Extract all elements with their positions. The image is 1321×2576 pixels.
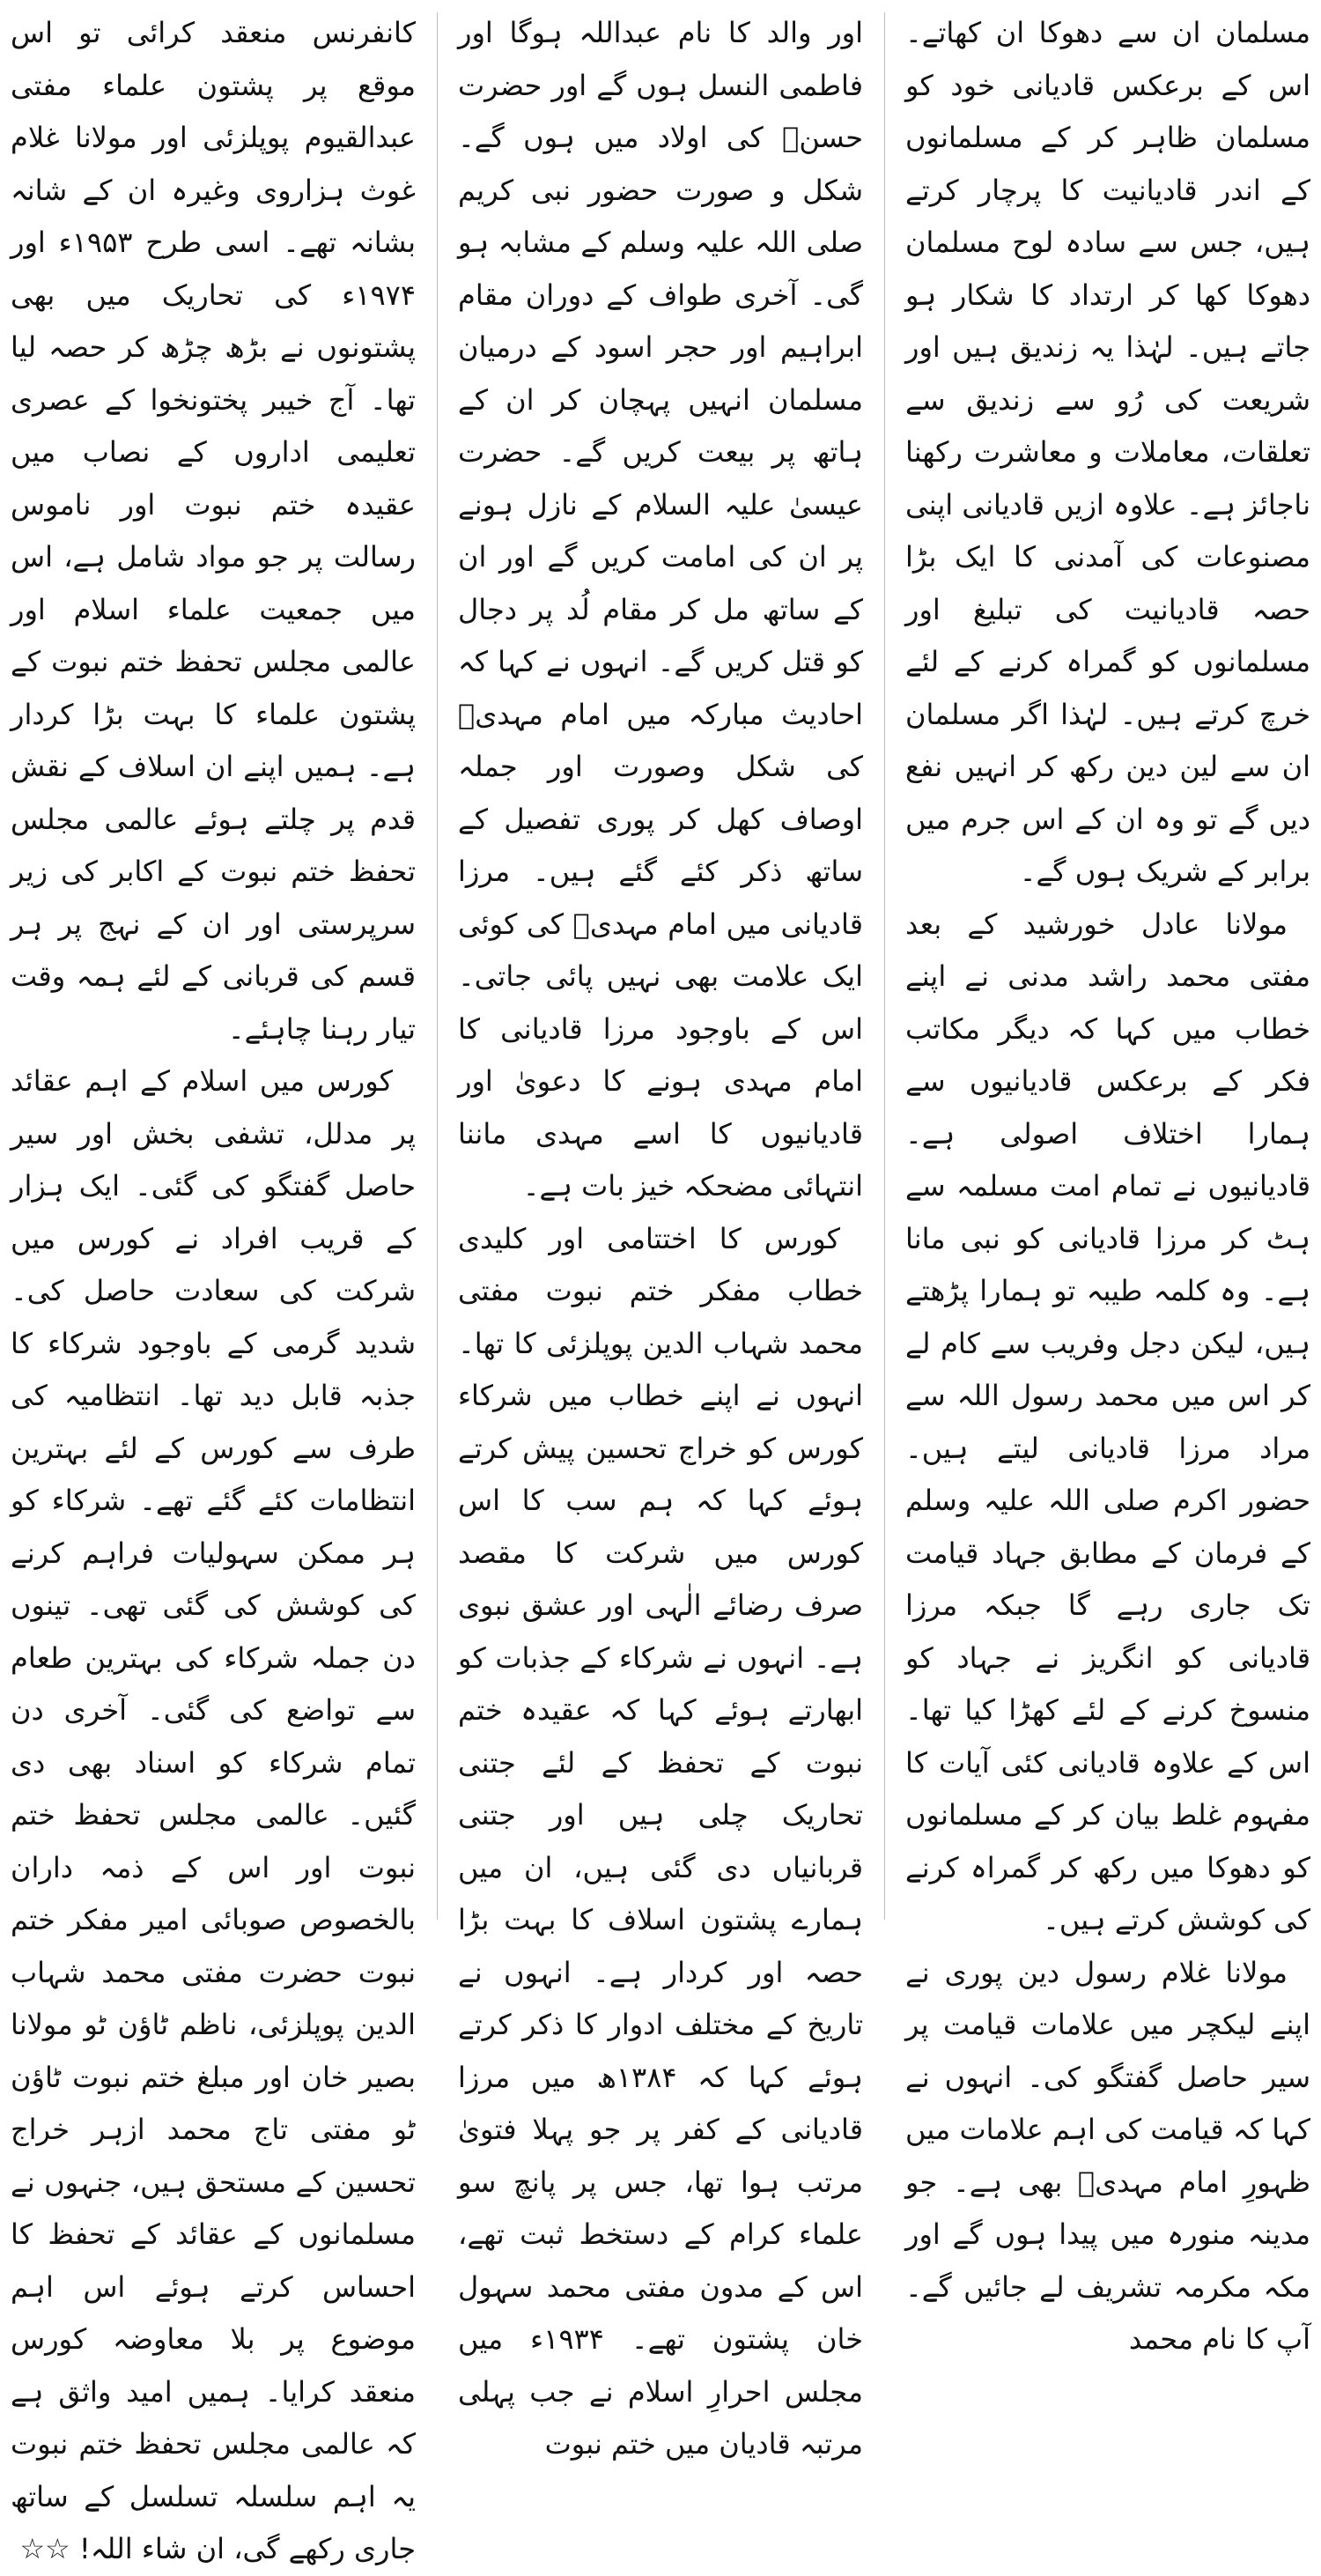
column-divider — [437, 12, 438, 1920]
paragraph: مولانا عادل خورشید کے بعد مفتی محمد راشد مدنی نے اپنے خطاب میں کہا کہ دیگر مکاتب فکر کے برعکس قادیانیوں سے ہمارا اختلاف اصولی ہے۔ قادیانیوں نے تمام امت مسلمہ سے ہٹ کر مرزا قادیانی کو نبی مانا ہے۔ وہ کلمہ طیبہ تو ہمارا پڑھتے ہیں، لیکن دجل وفریب سے کام لے کر اس میں محمد رسول اللہ سے مراد مرزا قادیانی لیتے ہیں۔ حضور اکرم صلی اللہ علیہ وسلم کے فرمان کے مطابق جہاد قیامت تک جاری رہے گا جبکہ مرزا قادیانی کو انگریز نے جہاد کو منسوخ کرنے کے لئے کھڑا کیا تھا۔ اس کے علاوہ قادیانی کئی آیات کا مفہوم غلط بیان کر کے مسلمانوں کو دھوکا میں رکھ کر گمراہ کرنے کی کوشش کرتے ہیں۔ — [905, 907, 1310, 1936]
column-middle — [458, 7, 864, 2461]
column-left — [11, 7, 417, 2565]
paragraph-text: کورس میں اسلام کے اہم عقائد پر مدلل، تشفی بخش اور سیر حاصل گفتگو کی گئی۔ ایک ہزار کے قریب افراد نے کورس میں شرکت کی سعادت حاصل کی۔ شدید گرمی کے باوجود شرکاء کا جذبہ قابل دید تھا۔ انتظامیہ کی طرف سے کورس کے لئے بہترین انتظامات کئے گئے تھے۔ شرکاء کو ہر ممکن سہولیات فراہم کرنے کی کوشش کی گئی تھی۔ تینوں دن جملہ شرکاء کی بہترین طعام سے تواضع کی گئی۔ آخری دن تمام شرکاء کو اسناد بھی دی گئیں۔ عالمی مجلس تحفظ ختم نبوت اور اس کے ذمہ داران بالخصوص صوبائی امیر مفکر ختم نبوت حضرت مفتی محمد شہاب الدین پوپلزئی، ناظم ٹاؤن ٹو مولانا بصیر خان اور مبلغ ختم نبوت ٹاؤن ٹو مفتی تاج محمد ازہر خراج تحسین کے مستحق ہیں، جنہوں نے مسلمانوں کے عقائد کے تحفظ کا احساس کرتے ہوئے اس اہم موضوع پر بلا معاوضہ کورس منعقد کرایا۔ ہمیں امید واثق ہے کہ عالمی مجلس تحفظ ختم نبوت یہ اہم سلسلہ تسلسل کے ساتھ جاری رکھے گی، ان شاء اللہ! — [11, 1064, 416, 2565]
end-mark: ☆☆ — [19, 2532, 70, 2565]
paragraph: کورس کا اختتامی اور کلیدی خطاب مفکر ختم نبوت مفتی محمد شہاب الدین پوپلزئی کا تھا۔ انہوں نے اپنے خطاب میں شرکاء کورس کو خراج تحسین پیش کرتے ہوئے کہا کہ ہم سب کا اس کورس میں شرکت کا مقصد صرف رضائے الٰہی اور عشق نبوی ہے۔ انہوں نے شرکاء کے جذبات کو ابھارتے ہوئے کہا کہ عقیدہ ختم نبوت کے تحفظ کے لئے جتنی تحاریک چلی ہیں اور جتنی قربانیاں دی گئی ہیں، ان میں ہمارے پشتون اسلاف کا بہت بڑا حصہ اور کردار ہے۔ انہوں نے تاریخ کے مختلف ادوار کا ذکر کرتے ہوئے کہا کہ ۱۳۸۴ھ میں مرزا قادیانی کے کفر پر جو پہلا فتویٰ مرتب ہوا تھا، جس پر پانچ سو علماء کرام کے دستخط ثبت تھے، اس کے مدون مفتی محمد سہول خان پشتون تھے۔ ۱۹۳۴ء میں مجلس احرارِ اسلام نے جب پہلی مرتبہ قادیان میں ختم نبوت — [458, 1221, 864, 2461]
column-divider — [884, 12, 885, 1920]
paragraph: مولانا غلام رسول دین پوری نے اپنے لیکچر میں علامات قیامت پر سیر حاصل گفتگو کی۔ انہوں نے کہا کہ قیامت کی اہم علامات میں ظہورِ امام مہدیؓ بھی ہے۔ جو مدینہ منورہ میں پیدا ہوں گے اور مکہ مکرمہ تشریف لے جائیں گے۔ آپ کا نام محمد — [905, 1955, 1310, 2356]
paragraph: اور والد کا نام عبداللہ ہوگا اور فاطمی النسل ہوں گے اور حضرت حسنؓ کی اولاد میں ہوں گے۔ شکل و صورت حضور نبی کریم صلی اللہ علیہ وسلم کے مشابہ ہو گی۔ آخری طواف کے دوران مقام ابراہیم اور حجر اسود کے درمیان مسلمان انہیں پہچان کر ان کے ہاتھ پر بیعت کریں گے۔ حضرت عیسیٰ علیہ السلام کے نازل ہونے پر ان کی امامت کریں گے اور ان کے ساتھ مل کر مقام لُد پر دجال کو قتل کریں گے۔ انہوں نے کہا کہ احادیث مبارکہ میں امام مہدیؓ کی شکل وصورت اور جملہ اوصاف کھل کر پوری تفصیل کے ساتھ ذکر کئے گئے ہیں۔ مرزا قادیانی میں امام مہدیؓ کی کوئی ایک علامت بھی نہیں پائی جاتی۔ اس کے باوجود مرزا قادیانی کا امام مہدی ہونے کا دعویٰ اور قادیانیوں کا اسے مہدی ماننا انتہائی مضحکہ خیز بات ہے۔ — [458, 16, 863, 1203]
column-right — [905, 7, 1310, 2356]
paragraph: مسلمان ان سے دھوکا ان کھاتے۔ اس کے برعکس قادیانی خود کو مسلمان ظاہر کر کے مسلمانوں کے اندر قادیانیت کا پرچار کرتے ہیں، جس سے سادہ لوح مسلمان دھوکا کھا کر ارتداد کا شکار ہو جاتے ہیں۔ لہٰذا یہ زندیق ہیں اور شریعت کی رُو سے زندیق سے تعلقات، معاملات و معاشرت رکھنا ناجائز ہے۔ علاوہ ازیں قادیانی اپنی مصنوعات کی آمدنی کا ایک بڑا حصہ قادیانیت کی تبلیغ اور مسلمانوں کو گمراہ کرنے کے لئے خرچ کرتے ہیں۔ لہٰذا اگر مسلمان ان سے لین دین رکھ کر انہیں نفع دیں گے تو وہ ان کے اس جرم میں برابر کے شریک ہوں گے۔ — [905, 16, 1310, 888]
paragraph — [11, 1055, 416, 2576]
article-columns — [11, 7, 1310, 2565]
paragraph: کانفرنس منعقد کرائی تو اس موقع پر پشتون علماء مفتی عبدالقیوم پوپلزئی اور مولانا غلام غوث ہزاروی وغیرہ ان کے شانہ بشانہ تھے۔ اسی طرح ۱۹۵۳ء اور ۱۹۷۴ء کی تحاریک میں بھی پشتونوں نے بڑھ چڑھ کر حصہ لیا تھا۔ آج خیبر پختونخوا کے عصری تعلیمی اداروں کے نصاب میں عقیدہ ختم نبوت اور ناموس رسالت پر جو مواد شامل ہے، اس میں جمعیت علماء اسلام اور عالمی مجلس تحفظ ختم نبوت کے پشتون علماء کا بہت بڑا کردار ہے۔ ہمیں اپنے ان اسلاف کے نقش قدم پر چلتے ہوئے عالمی مجلس تحفظ ختم نبوت کے اکابر کی زیر سرپرستی اور ان کے نہج پر ہر قسم کی قربانی کے لئے ہمہ وقت تیار رہنا چاہئے۔ — [11, 16, 417, 1046]
